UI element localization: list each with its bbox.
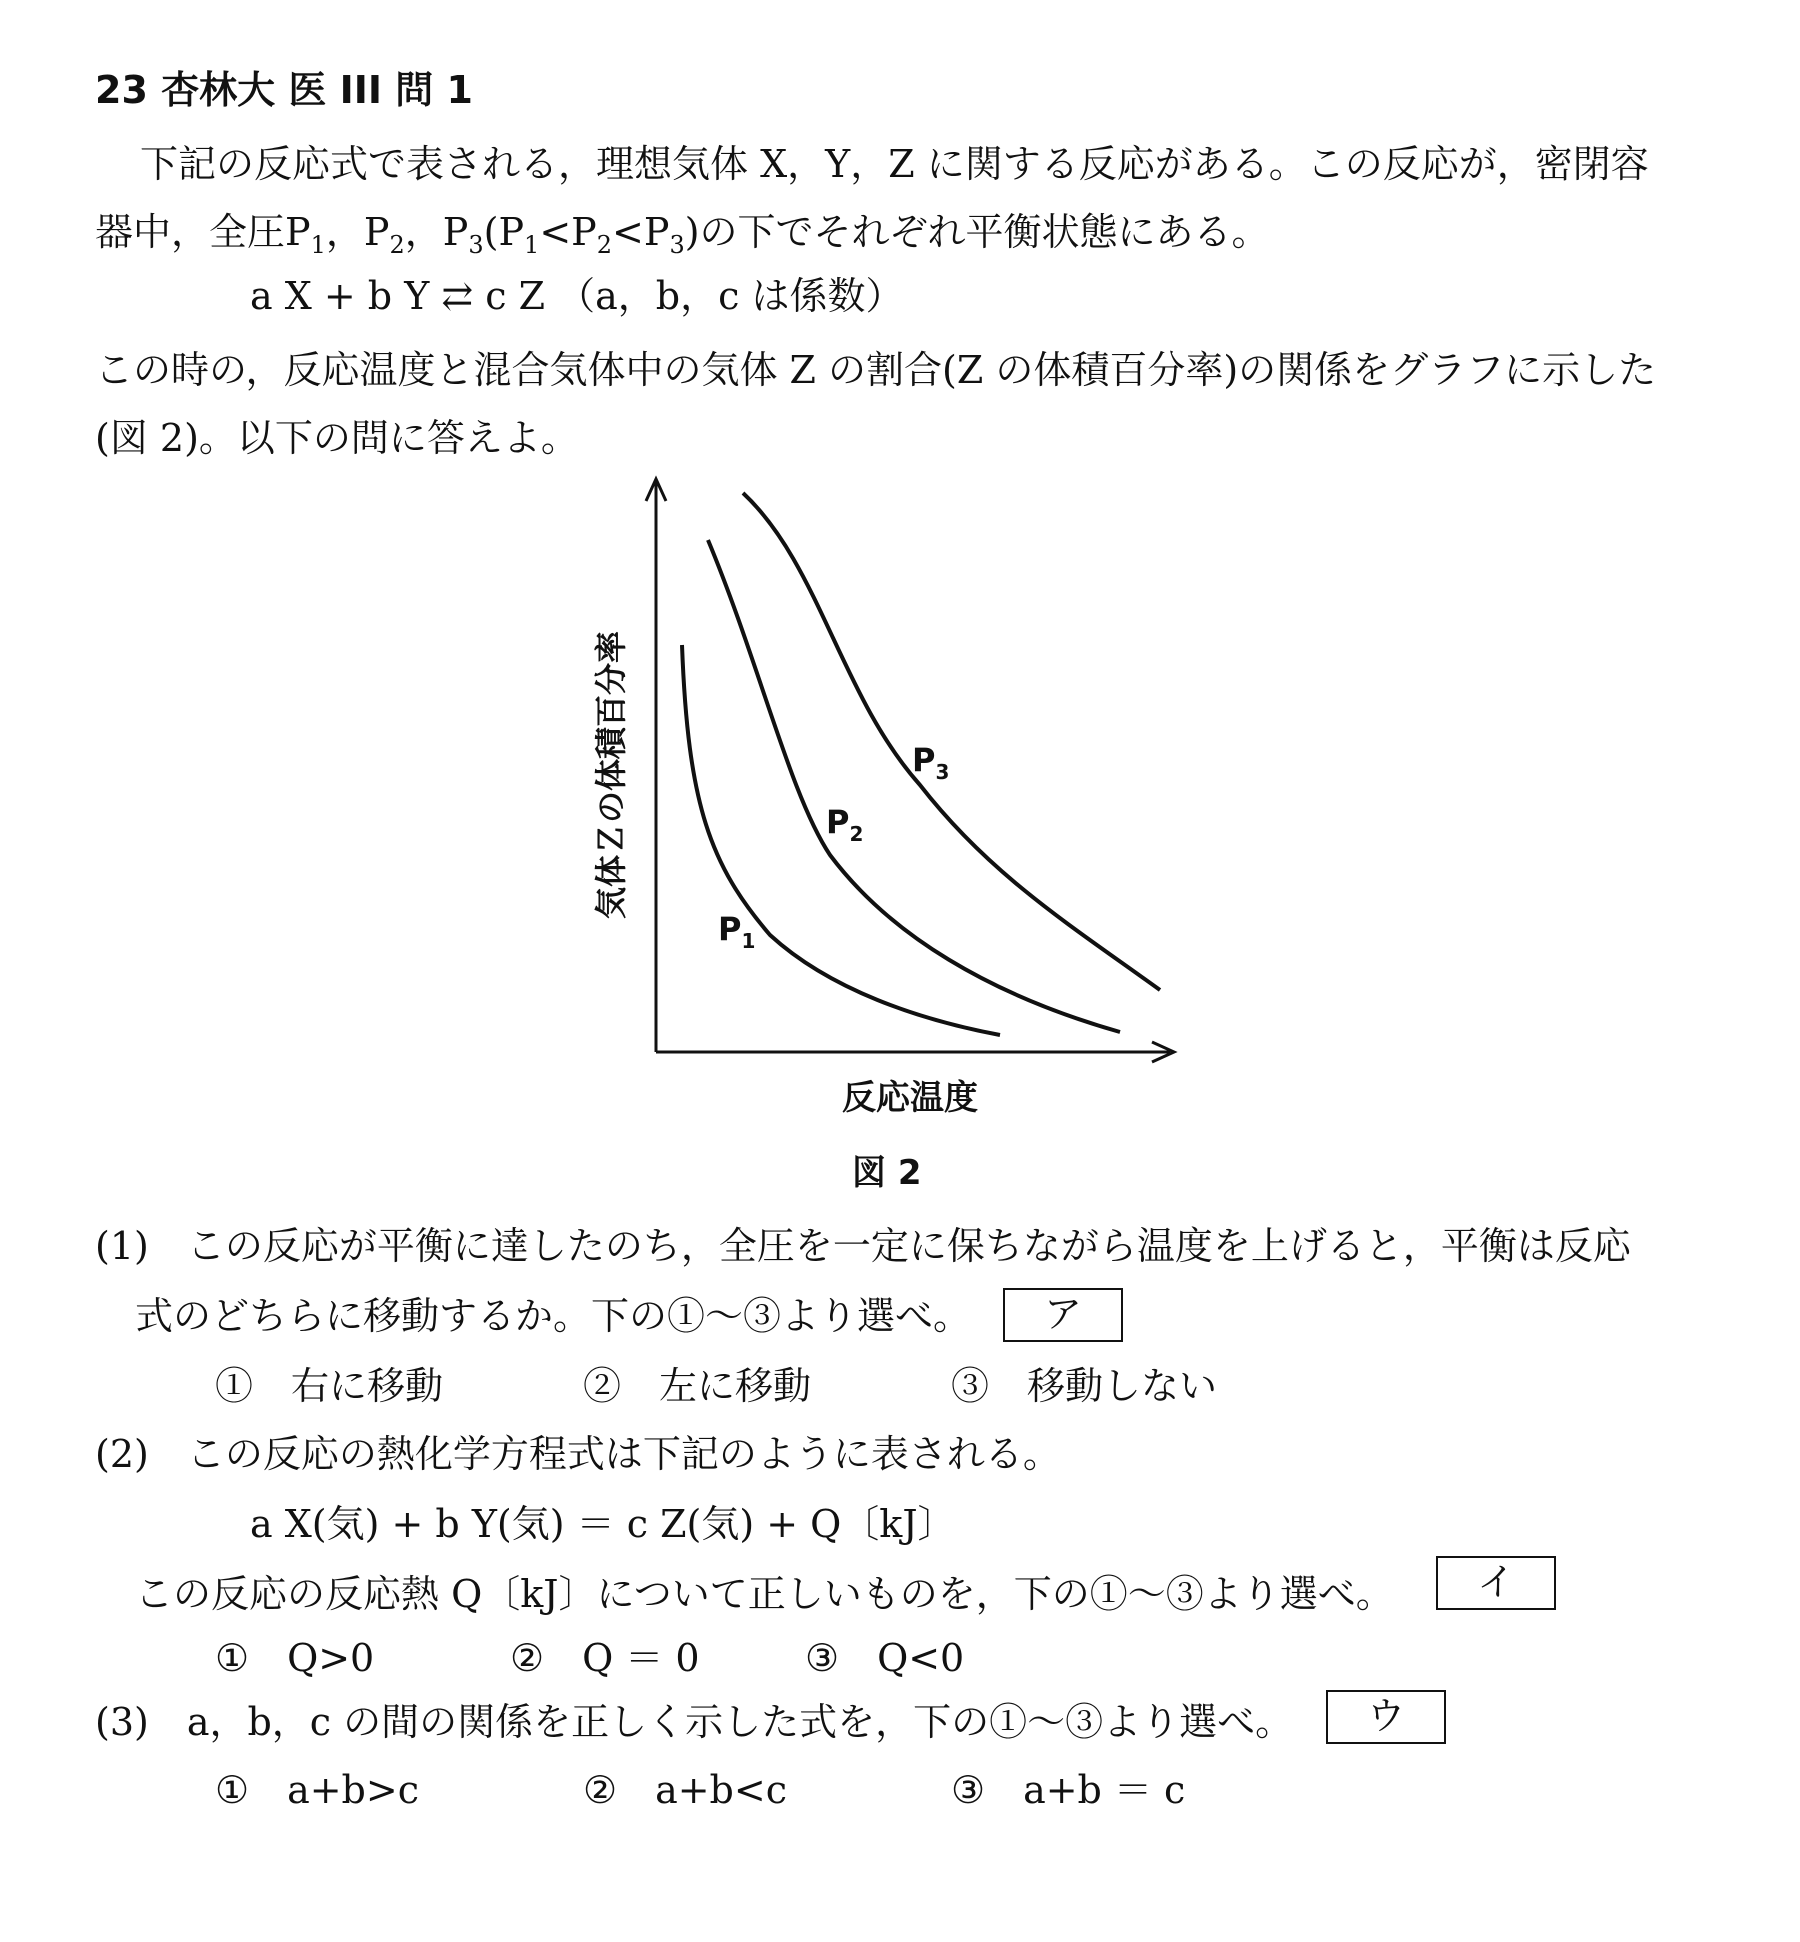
q2-option-3: ③ Q<0 [805, 1636, 965, 1680]
intro-line-2-suffix: )の下でそれぞれ平衡状態にある。 [684, 210, 1270, 254]
figure-caption: 図 2 [852, 1153, 922, 1193]
q1-option-3: ③ 移動しない [951, 1364, 1218, 1408]
intro-line-4: この時の，反応温度と混合気体中の気体 Z の割合(Z の体積百分率)の関係をグラフに示した [95, 348, 1657, 392]
q2-option-1: ① Q>0 [215, 1636, 375, 1680]
intro-line-1: 下記の反応式で表される，理想気体 X，Y，Z に関する反応がある。この反応が，密閉容 [140, 142, 1649, 186]
q3-option-3: ③ a+b ＝ c [951, 1768, 1186, 1812]
pressure-p3: $P_3$ [442, 210, 484, 259]
equilibrium-chart [590, 465, 1210, 1085]
q1-line-1: (1) この反応が平衡に達したのち，全圧を一定に保ちながら温度を上げると，平衡は反応 [95, 1224, 1631, 1268]
y-axis-label-wrap [588, 615, 634, 935]
q3-option-1: ① a+b>c [215, 1768, 420, 1812]
answer-box-a[interactable]: ア [1003, 1288, 1123, 1342]
q2-option-2: ② Q ＝ 0 [510, 1636, 700, 1680]
q2-line-3: この反応の反応熱 Q〔kJ〕について正しいものを，下の①～③より選べ。 [135, 1572, 1394, 1616]
x-axis-label: 反応温度 [842, 1078, 978, 1118]
answer-box-u[interactable]: ウ [1326, 1690, 1446, 1744]
figure-2 [590, 465, 1210, 1205]
curve-label-p1: $P_1$ [718, 910, 756, 953]
curve-p2 [708, 540, 1120, 1032]
pressure-p2: $P_2$ [363, 210, 405, 259]
intro-line-5: (図 2)。以下の問に答えよ。 [95, 416, 579, 460]
q1-line-2: 式のどちらに移動するか。下の①～③より選べ。 [135, 1294, 972, 1338]
thermochemical-equation: a X(気) + b Y(気) ＝ c Z(気) + Q〔kJ〕 [250, 1502, 956, 1546]
q3-line-1: (3) a，b，c の間の関係を正しく示した式を，下の①～③より選べ。 [95, 1700, 1294, 1744]
q2-line-1: (2) この反応の熱化学方程式は下記のように表される。 [95, 1432, 1061, 1476]
reaction-equation: a X + b Y ⇄ c Z （a，b，c は係数） [250, 274, 904, 318]
q3-option-2: ② a+b<c [583, 1768, 788, 1812]
intro-line-2: 器中，全圧$P_1$，$P_2$，$P_3(P_1<P_2<P_3)$の下でそれぞれ平衡状態にある。 [95, 210, 1270, 259]
q1-option-2: ② 左に移動 [583, 1364, 812, 1408]
intro-line-2-prefix: 器中，全圧 [95, 210, 286, 254]
curve-label-p3: $P_3$ [912, 741, 950, 784]
pressure-p1: $P_1$ [285, 210, 326, 259]
y-axis-label: 気体Ｚの体積百分率 [592, 630, 630, 920]
q1-option-1: ① 右に移動 [215, 1364, 444, 1408]
curve-label-p2: $P_2$ [826, 803, 864, 846]
problem-title: 23 杏林大 医 III 問 1 [95, 68, 473, 112]
curve-p3 [743, 493, 1160, 990]
answer-box-i[interactable]: イ [1436, 1556, 1556, 1610]
pressure-order: ($P_1<P_2<P_3$ [483, 210, 685, 259]
